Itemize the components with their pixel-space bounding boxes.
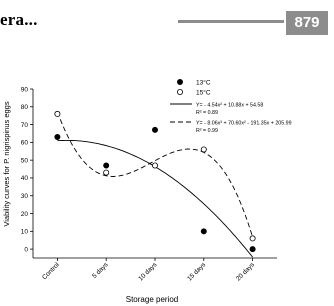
data-point-13c — [55, 134, 60, 139]
y-tick-label: 10 — [20, 228, 28, 236]
data-point-15c — [250, 236, 255, 241]
data-points — [55, 111, 255, 251]
data-point-13c — [152, 127, 157, 132]
fit-curves — [57, 112, 252, 257]
y-tick-label: 20 — [20, 210, 28, 218]
y-tick-label: 90 — [20, 86, 28, 94]
page-header-title: era... — [0, 10, 38, 29]
legend-fit-r2: R² = 0.99 — [196, 128, 218, 134]
y-tick-label: 80 — [20, 104, 28, 112]
legend-fit-equation: Y= - 4.54x² + 10.88x + 54.58 — [196, 102, 264, 109]
legend-fit-r2: R² = 0.89 — [196, 110, 218, 116]
y-tick-label: 40 — [20, 175, 28, 183]
y-tick-label: 0 — [24, 246, 28, 254]
y-tick-label: 60 — [20, 139, 28, 147]
legend-marker — [177, 89, 182, 94]
y-tick-label: 50 — [20, 157, 28, 165]
y-axis-label: Viability curves for P. nigrispinus eggs — [2, 101, 11, 227]
data-point-15c — [104, 170, 109, 175]
x-tick-label: Control — [41, 261, 61, 282]
legend-series-label: 15°C — [196, 89, 211, 97]
x-axis-label: Storage period — [125, 295, 179, 304]
data-point-13c — [250, 247, 255, 252]
x-tick-label: 15 days — [186, 261, 208, 283]
y-tick-label: 30 — [20, 193, 28, 201]
chart-legend — [170, 79, 292, 135]
data-point-13c — [201, 229, 206, 234]
legend-series-label: 13°C — [196, 79, 211, 87]
data-point-15c — [152, 163, 157, 168]
x-tick-label: 5 days — [91, 261, 110, 280]
x-tick-label: 10 days — [137, 261, 159, 283]
y-tick-label: 70 — [20, 121, 28, 129]
legend-fit-equation: Y= - 8.06x³ + 70.60x² - 191.35x + 205.99 — [196, 120, 292, 127]
data-point-15c — [55, 111, 60, 116]
data-point-13c — [104, 163, 109, 168]
x-tick-label: 20 days — [234, 261, 257, 283]
data-point-15c — [201, 147, 206, 152]
page-number-badge: 879 — [286, 11, 328, 35]
fit-curve — [57, 140, 252, 257]
legend-marker — [177, 79, 182, 84]
